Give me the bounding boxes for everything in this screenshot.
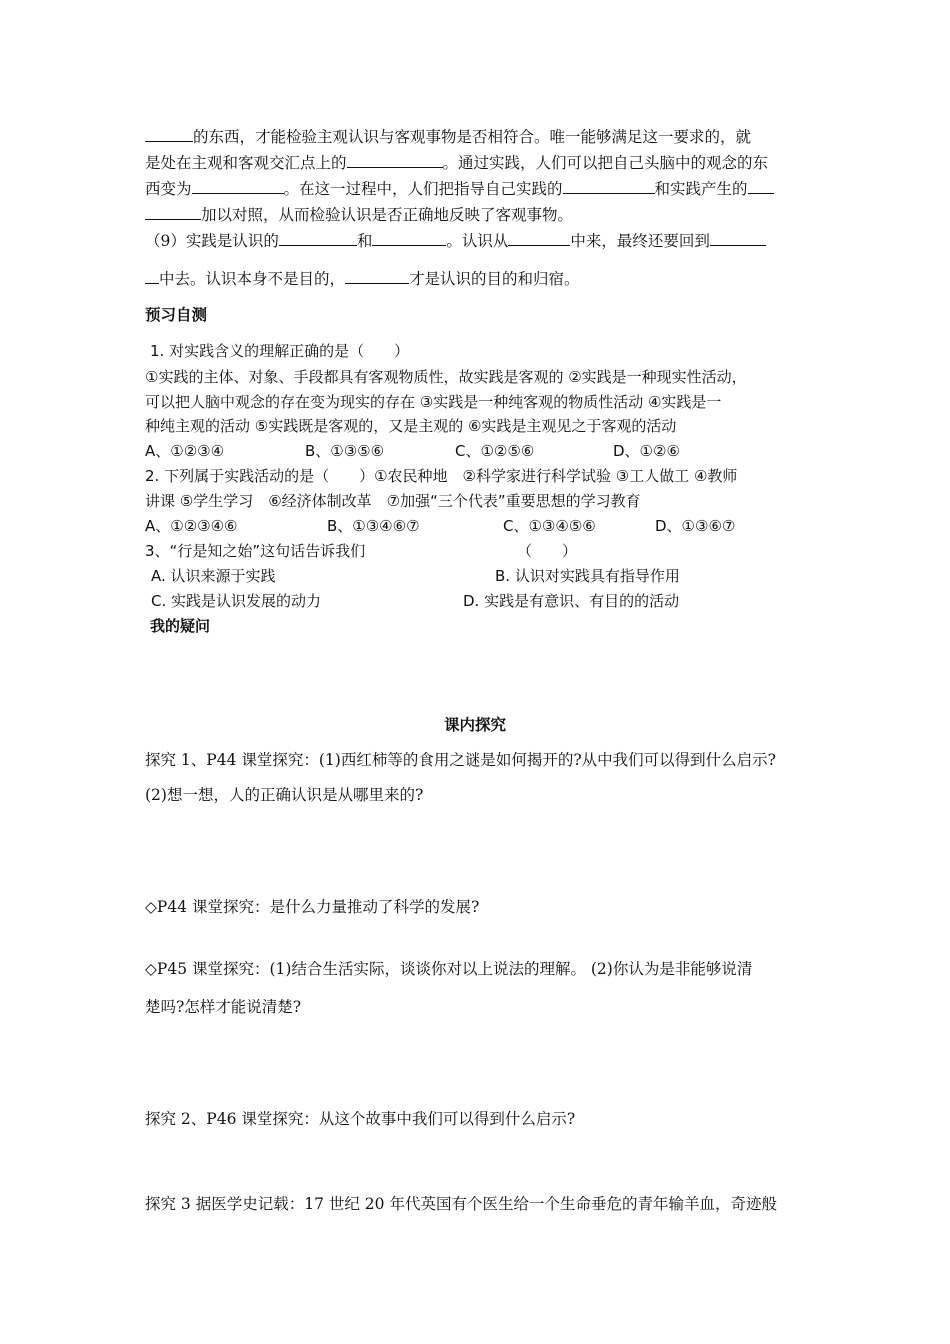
option-d[interactable]: D、①②⑥ <box>613 442 680 460</box>
fill-line-1: 的东西，才能检验主观认识与客观事物是否相符合。唯一能够满足这一要求的，就 <box>145 126 751 148</box>
question-2-line-1: 2. 下列属于实践活动的是（ ）①农民种地 ②科学家进行科学试验 ③工人做工 ④教师 <box>145 467 738 485</box>
option-b[interactable]: B、①③⑤⑥ <box>305 442 385 460</box>
answer-blank[interactable] <box>192 178 284 194</box>
answer-paren: （ ） <box>517 542 578 560</box>
answer-blank[interactable] <box>372 230 446 246</box>
option-c[interactable]: C. 实践是认识发展的动力 <box>151 592 322 610</box>
section-title-inclass: 课内探究 <box>443 715 506 734</box>
explore-p44: ◇P44 课堂探究：是什么力量推动了科学的发展? <box>145 898 480 916</box>
answer-blank[interactable] <box>347 152 443 168</box>
explore-1-line-2: (2)想一想，人的正确认识是从哪里来的? <box>145 786 424 804</box>
question-1-line-3: 种纯主观的活动 ⑤实践既是客观的，又是主观的 ⑥实践是主观见之于客观的活动 <box>145 417 677 435</box>
explore-3: 探究 3 据医学史记载：17 世纪 20 年代英国有个医生给一个生命垂危的青年输羊血，奇迹般 <box>145 1195 777 1213</box>
option-a[interactable]: A、①②③④⑥ <box>145 517 238 535</box>
answer-blank[interactable] <box>345 268 409 284</box>
option-c[interactable]: C、①③④⑤⑥ <box>503 517 596 535</box>
answer-blank[interactable] <box>710 230 766 246</box>
fill-line-2: 是处在主观和客观交汇点上的 。通过实践，人们可以把自己头脑中的观念的东 <box>145 154 769 172</box>
option-a[interactable]: A、①②③④ <box>145 442 225 460</box>
answer-blank[interactable] <box>748 178 774 194</box>
answer-blank[interactable] <box>508 230 570 246</box>
question-1-line-1: ①实践的主体、对象、手段都具有客观物质性，故实践是客观的 ②实践是一种现实性活动， <box>145 368 747 386</box>
option-d[interactable]: D. 实践是有意识、有目的的活动 <box>463 592 680 610</box>
option-b[interactable]: B. 认识对实践具有指导作用 <box>495 567 680 585</box>
question-3-stem: 3、“行是知之始”这句话告诉我们 （ ） <box>145 542 578 560</box>
explore-1-line-1: 探究 1、P44 课堂探究：(1)西红柿等的食用之谜是如何揭开的?从中我们可以得到什么启示? <box>145 751 776 769</box>
explore-p45-line-2: 楚吗?怎样才能说清楚? <box>145 998 302 1016</box>
answer-blank[interactable] <box>563 178 655 194</box>
fill-line-6: 中去。认识本身不是目的， 才是认识的目的和归宿。 <box>145 268 580 290</box>
explore-p45-line-1: ◇P45 课堂探究：(1)结合生活实际，谈谈你对以上说法的理解。 (2)你认为是非能够说清 <box>145 960 753 978</box>
fill-line-4: 加以对照，从而检验认识是否正确地反映了客观事物。 <box>145 204 573 226</box>
answer-blank[interactable] <box>279 230 357 246</box>
explore-2: 探究 2、P46 课堂探究：从这个故事中我们可以得到什么启示? <box>145 1110 576 1128</box>
question-1-line-2: 可以把人脑中观念的存在变为现实的存在 ③实践是一种纯客观的物质性活动 ④实践是一 <box>145 393 722 411</box>
answer-blank[interactable] <box>145 204 201 220</box>
fill-line-5: （9）实践是认识的 和 。认识从 中来，最终还要回到 <box>145 230 766 252</box>
option-d[interactable]: D、①③⑥⑦ <box>655 517 736 535</box>
option-c[interactable]: C、①②⑤⑥ <box>455 442 535 460</box>
answer-blank[interactable] <box>145 268 159 284</box>
option-a[interactable]: A. 认识来源于实践 <box>151 567 276 585</box>
answer-blank[interactable] <box>145 126 193 142</box>
fill-line-3: 西变为 。在这一过程中，人们把指导自己实践的 和实践产生的 <box>145 178 774 200</box>
section-title-my-questions: 我的疑问 <box>150 617 211 635</box>
question-1-stem: 1. 对实践含义的理解正确的是（ ） <box>150 342 410 360</box>
section-title-preview: 预习自测 <box>145 305 208 324</box>
question-2-line-2: 讲课 ⑤学生学习 ⑥经济体制改革 ⑦加强“三个代表”重要思想的学习教育 <box>145 492 641 510</box>
option-b[interactable]: B、①③④⑥⑦ <box>327 517 420 535</box>
